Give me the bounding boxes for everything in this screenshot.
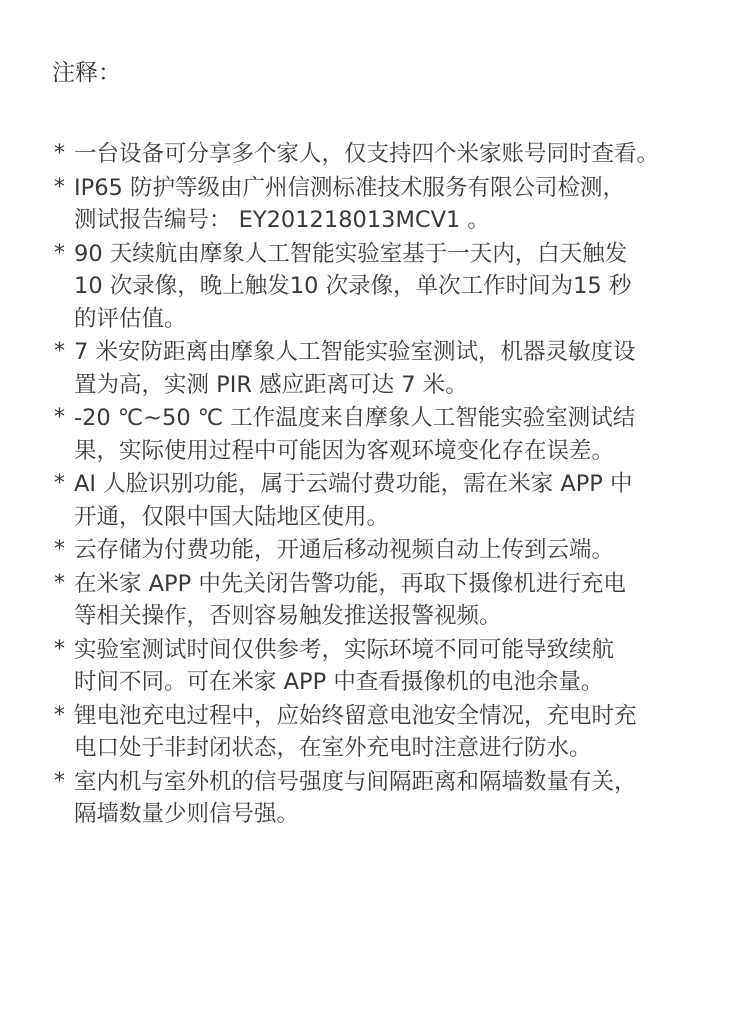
note-item: [54, 468, 744, 533]
note-line: 置为高，实测 PIR 感应距离可达 7 米。: [74, 371, 468, 398]
note-item: [54, 534, 744, 567]
note-line: 室内机与室外机的信号强度与间隔距离和隔墙数量有关，: [74, 768, 637, 795]
note-item: [54, 766, 744, 831]
note-line: 锂电池充电过程中，应始终留意电池安全情况，充电时充: [74, 702, 637, 729]
note-item: [54, 700, 744, 765]
note-item: [54, 402, 744, 467]
note-item: [54, 634, 744, 699]
note-bullet: *: [54, 768, 65, 794]
note-line: -20 ℃~50 ℃ 工作温度来自摩象人工智能实验室测试结: [74, 405, 636, 431]
note-item: [54, 138, 744, 171]
note-bullet: *: [54, 141, 65, 166]
note-bullet: *: [54, 405, 65, 430]
note-bullet: *: [54, 537, 65, 562]
note-line: 10 次录像，晚上触发10 次录像，单次工作时间为15 秒: [74, 273, 632, 299]
note-item: [54, 238, 744, 336]
note-line: IP65 防护等级由广州信测标准技术服务有限公司检测，: [74, 174, 625, 201]
note-line: 测试报告编号： EY201218013MCV1 。: [74, 207, 490, 233]
note-bullet: *: [54, 339, 65, 364]
note-item: [54, 568, 744, 633]
note-bullet: *: [54, 636, 65, 662]
note-line: 实验室测试时间仅供参考，实际环境不同可能导致续航: [74, 636, 615, 663]
note-bullet: *: [54, 471, 65, 496]
note-bullet: *: [54, 570, 65, 596]
note-line: 7 米安防距离由摩象人工智能实验室测试，机器灵敏度设: [74, 339, 636, 365]
note-line: AI 人脸识别功能，属于云端付费功能，需在米家 APP 中: [74, 471, 633, 497]
page-title: 注释：: [52, 60, 121, 86]
note-line: 电口处于非封闭状态，在室外充电时注意进行防水。: [74, 735, 592, 761]
notes-list: [54, 138, 744, 832]
note-line: 在米家 APP 中先关闭告警功能，再取下摄像机进行充电: [74, 570, 626, 597]
note-line: 云存储为付费功能，开通后移动视频自动上传到云端。: [74, 537, 615, 563]
note-line: 开通，仅限中国大陆地区使用。: [74, 503, 390, 530]
note-line: 等相关操作，否则容易触发推送报警视频。: [74, 603, 502, 629]
note-line: 的评估值。: [74, 305, 187, 332]
note-line: 果，实际使用过程中可能因为客观环境变化存在误差。: [74, 437, 615, 464]
note-line: 一台设备可分享多个家人，仅支持四个米家账号同时查看。: [74, 141, 660, 167]
note-item: [54, 172, 744, 237]
note-line: 隔墙数量少则信号强。: [74, 801, 300, 827]
note-bullet: *: [54, 174, 65, 200]
note-line: 90 天续航由摩象人工智能实验室基于一天内，白天触发: [74, 240, 628, 267]
note-bullet: *: [54, 240, 65, 266]
note-item: [54, 336, 744, 401]
note-bullet: *: [54, 702, 65, 728]
note-line: 时间不同。可在米家 APP 中查看摄像机的电池余量。: [74, 669, 604, 695]
